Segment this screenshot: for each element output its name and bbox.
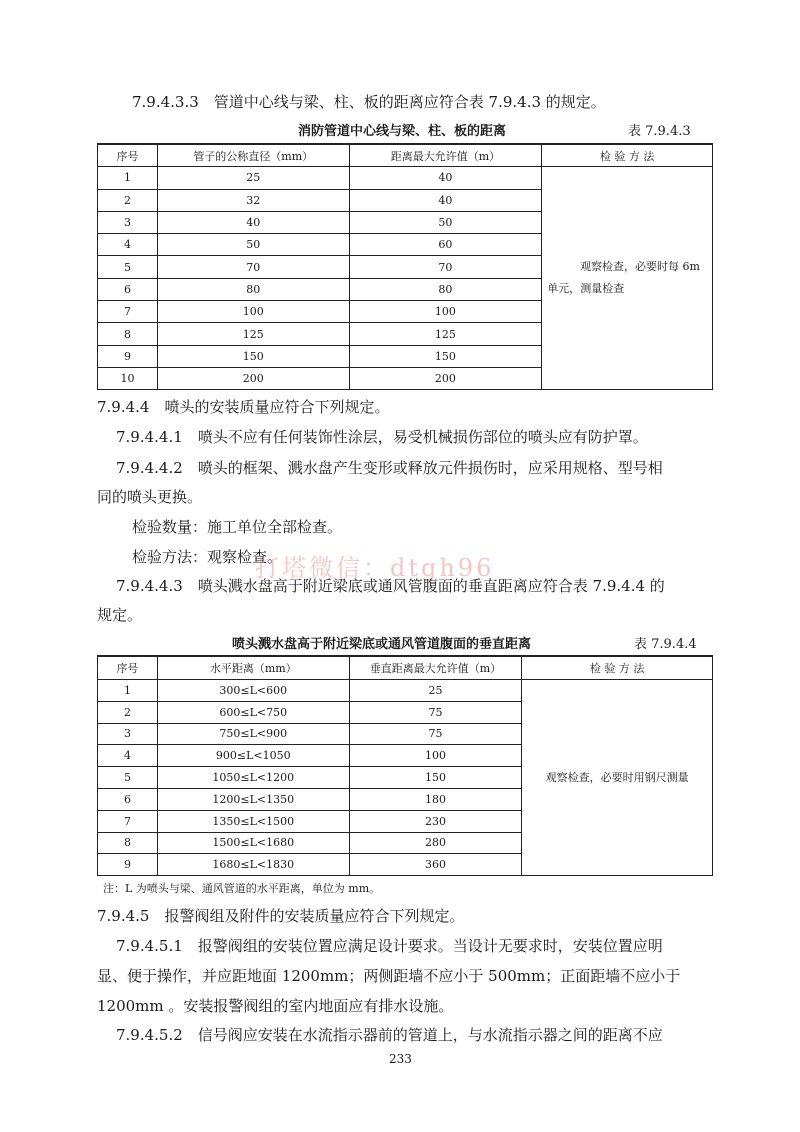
table-7-9-4-3 [97,143,713,390]
paragraph-7-9-4-4-3-cont: 规定。 [97,606,143,624]
table-7-9-4-3-number: 表 7.9.4.3 [628,124,691,139]
header-cell: 距离最大允许值（m） [349,144,542,167]
header-cell: 序号 [98,656,158,680]
paragraph-7-9-4-5-1: 7.9.4.5.1 报警阀组的安装位置应满足设计要求。当设计无要求时，安装位置应明 [116,937,663,955]
cell-distance: 150 [349,345,542,367]
cell-diameter: 32 [157,189,349,211]
cell-vertical-distance: 75 [349,701,522,723]
cell-vertical-distance: 230 [349,810,522,832]
cell-vertical-distance: 25 [349,680,522,702]
table-row [98,167,713,189]
table-7-9-4-4-caption: 喷头溅水盘高于附近梁底或通风管道腹面的垂直距离 [232,637,532,652]
table-note: 注：L 为喷头与梁、通风管道的水平距离，单位为 mm。 [103,882,381,895]
cell-vertical-distance: 75 [349,723,522,745]
watermark: 打塔微信：dtgh96 [255,554,495,582]
table-header-row [98,656,713,680]
table-row [98,680,713,702]
cell-index: 10 [98,367,158,389]
cell-index: 3 [98,723,158,745]
table-header-row [98,144,713,167]
header-cell: 水平距离（mm） [157,656,349,680]
table-7-9-4-4 [97,655,713,876]
cell-distance: 200 [349,367,542,389]
cell-diameter: 125 [157,323,349,345]
cell-distance: 40 [349,167,542,189]
cell-distance: 100 [349,301,542,323]
cell-horizontal-distance: 1350≤L<1500 [157,810,349,832]
paragraph-7-9-4-4-2-cont: 同的喷头更换。 [97,488,203,506]
cell-distance: 60 [349,234,542,256]
cell-distance: 125 [349,323,542,345]
paragraph-7-9-4-4-2: 7.9.4.4.2 喷头的框架、溅水盘产生变形或释放元件损伤时，应采用规格、型号相 [116,459,663,477]
cell-horizontal-distance: 900≤L<1050 [157,745,349,767]
paragraph-7-9-4-5-1-cont2: 1200mm 。安装报警阀组的室内地面应有排水设施。 [97,997,454,1015]
cell-index: 2 [98,189,158,211]
header-cell: 检 验 方 法 [542,144,713,167]
cell-horizontal-distance: 1500≤L<1680 [157,832,349,854]
cell-index: 4 [98,745,158,767]
cell-distance: 50 [349,211,542,233]
cell-index: 9 [98,345,158,367]
cell-diameter: 25 [157,167,349,189]
paragraph-7-9-4-5-1-cont1: 显、便于操作，并应距地面 1200mm；两侧距墙不应小于 500mm；正面距墙不应小于 [97,967,681,985]
paragraph-7-9-4-4: 7.9.4.4 喷头的安装质量应符合下列规定。 [97,398,390,416]
cell-vertical-distance: 100 [349,745,522,767]
cell-inspection-method [542,167,713,390]
cell-horizontal-distance: 1200≤L<1350 [157,788,349,810]
cell-distance: 80 [349,278,542,300]
cell-inspection-method: 观察检查，必要时用钢尺测量 [522,680,713,876]
cell-diameter: 40 [157,211,349,233]
cell-vertical-distance: 280 [349,832,522,854]
cell-index: 6 [98,278,158,300]
table-7-9-4-4-number: 表 7.9.4.4 [634,637,697,652]
cell-index: 1 [98,167,158,189]
cell-vertical-distance: 180 [349,788,522,810]
cell-horizontal-distance: 750≤L<900 [157,723,349,745]
cell-diameter: 200 [157,367,349,389]
cell-diameter: 50 [157,234,349,256]
cell-index: 4 [98,234,158,256]
cell-horizontal-distance: 300≤L<600 [157,680,349,702]
cell-vertical-distance: 150 [349,767,522,789]
paragraph-7-9-4-3-3: 7.9.4.3.3 管道中心线与梁、柱、板的距离应符合表 7.9.4.3 的规定。 [132,93,606,111]
paragraph-7-9-4-5-2: 7.9.4.5.2 信号阀应安装在水流指示器前的管道上，与水流指示器之间的距离不应 [116,1026,663,1044]
page-number: 233 [389,1052,412,1066]
cell-index: 3 [98,211,158,233]
header-cell: 管子的公称直径（mm） [157,144,349,167]
cell-index: 8 [98,832,158,854]
cell-diameter: 150 [157,345,349,367]
cell-distance: 40 [349,189,542,211]
cell-diameter: 80 [157,278,349,300]
paragraph-7-9-4-4-3: 7.9.4.4.3 喷头溅水盘高于附近梁底或通风管腹面的垂直距离应符合表 7.9.4.4 的 [116,577,665,595]
header-cell: 序号 [98,144,158,167]
cell-horizontal-distance: 1050≤L<1200 [157,767,349,789]
cell-index: 9 [98,854,158,876]
paragraph-7-9-4-5: 7.9.4.5 报警阀组及附件的安装质量应符合下列规定。 [97,907,465,925]
method-line-2: 单元，测量检查 [547,282,625,296]
cell-horizontal-distance: 1680≤L<1830 [157,854,349,876]
header-cell: 检 验 方 法 [522,656,713,680]
cell-index: 7 [98,301,158,323]
header-cell: 垂直距离最大允许值（m） [349,656,522,680]
cell-index: 2 [98,701,158,723]
cell-index: 7 [98,810,158,832]
method-line-1: 观察检查，必要时每 6m [580,260,700,274]
cell-distance: 70 [349,256,542,278]
inspection-quantity: 检验数量：施工单位全部检查。 [132,518,343,536]
cell-horizontal-distance: 600≤L<750 [157,701,349,723]
cell-index: 6 [98,788,158,810]
inspection-method: 检验方法：观察检查。 [132,548,283,566]
cell-index: 5 [98,256,158,278]
cell-index: 1 [98,680,158,702]
cell-diameter: 70 [157,256,349,278]
cell-vertical-distance: 360 [349,854,522,876]
paragraph-7-9-4-4-1: 7.9.4.4.1 喷头不应有任何装饰性涂层，易受机械损伤部位的喷头应有防护罩。 [116,428,648,446]
cell-index: 5 [98,767,158,789]
cell-diameter: 100 [157,301,349,323]
table-7-9-4-3-caption: 消防管道中心线与梁、柱、板的距离 [298,124,507,139]
cell-index: 8 [98,323,158,345]
